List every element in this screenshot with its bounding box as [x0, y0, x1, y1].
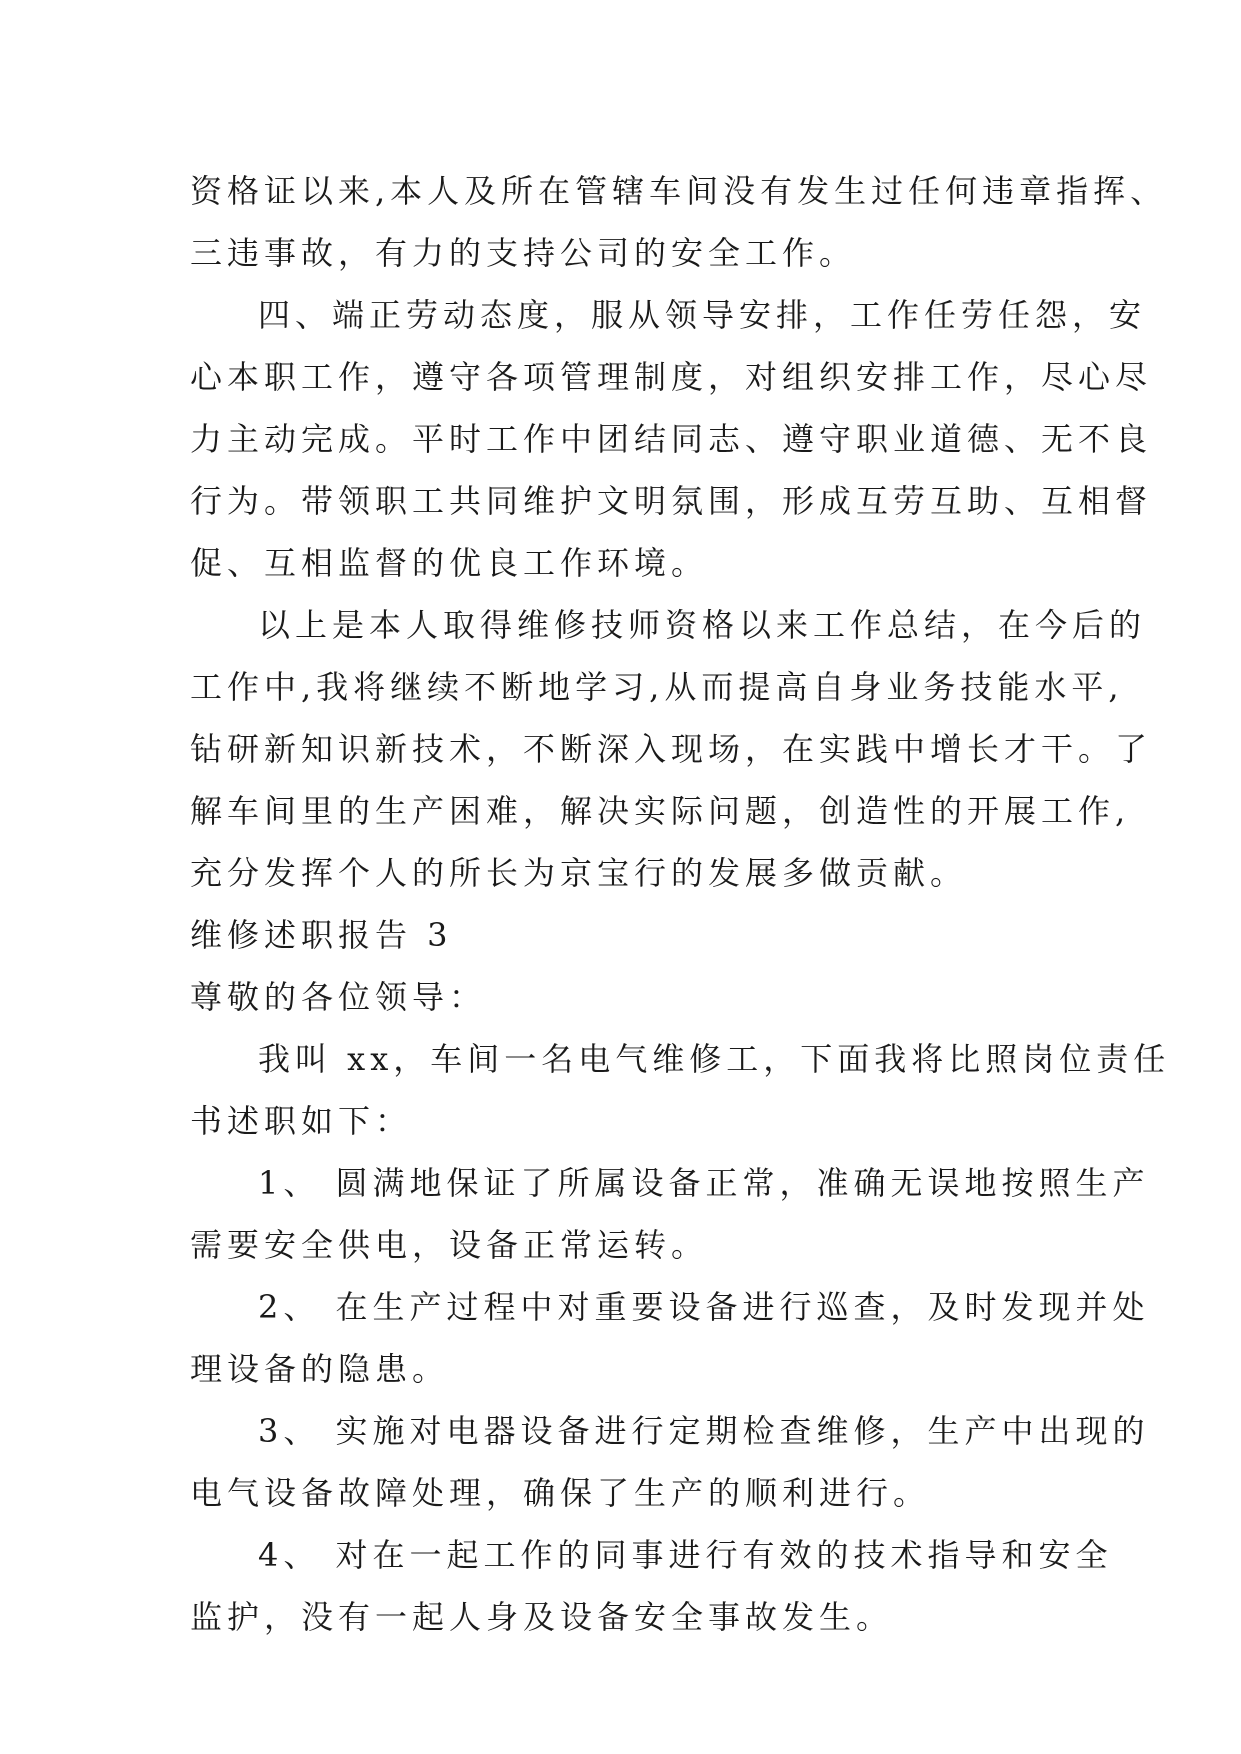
- list-item-3: 3、 实施对电器设备进行定期检查维修，生产中出现的: [258, 1412, 1150, 1450]
- text-line: 工作中,我将继续不断地学习,从而提高自身业务技能水平,: [190, 668, 1124, 706]
- text-line: 三违事故，有力的支持公司的安全工作。: [190, 234, 857, 272]
- text-line: 心本职工作，遵守各项管理制度，对组织安排工作，尽心尽: [190, 358, 1153, 396]
- text-line: 行为。带领职工共同维护文明氛围，形成互劳互助、互相督: [190, 482, 1153, 520]
- text-line: 充分发挥个人的所长为京宝行的发展多做贡献。: [190, 854, 968, 892]
- text-line: 需要安全供电，设备正常运转。: [190, 1226, 709, 1264]
- salutation: 尊敬的各位领导：: [190, 978, 487, 1016]
- document-body: [190, 160, 1171, 1648]
- text-line: 钻研新知识新技术，不断深入现场，在实践中增长才干。了: [190, 730, 1153, 768]
- list-item-2: 2、 在生产过程中对重要设备进行巡查，及时发现并处: [258, 1288, 1150, 1326]
- text-line: 解车间里的生产困难，解决实际问题，创造性的开展工作,: [190, 792, 1131, 830]
- list-item-1: 1、 圆满地保证了所属设备正常，准确无误地按照生产: [258, 1164, 1150, 1202]
- text-line: 促、互相监督的优良工作环境。: [190, 544, 709, 582]
- list-item-4: 4、 对在一起工作的同事进行有效的技术指导和安全: [258, 1536, 1113, 1574]
- paragraph-start-line: 以上是本人取得维修技师资格以来工作总结，在今后的: [258, 606, 1147, 644]
- text-line: 书述职如下：: [190, 1102, 413, 1140]
- paragraph-start-line: 四、端正劳动态度，服从领导安排，工作任劳任怨，安: [258, 296, 1147, 334]
- text-line: 力主动完成。平时工作中团结同志、遵守职业道德、无不良: [190, 420, 1153, 458]
- text-line: 资格证以来,本人及所在管辖车间没有发生过任何违章指挥、: [190, 172, 1168, 210]
- text-line: 理设备的隐患。: [190, 1350, 450, 1388]
- paragraph-start-line: 我叫 xx，车间一名电气维修工，下面我将比照岗位责任: [258, 1040, 1171, 1078]
- section-heading: 维修述职报告 3: [190, 916, 453, 954]
- text-line: 电气设备故障处理，确保了生产的顺利进行。: [190, 1474, 931, 1512]
- text-line: 监护，没有一起人身及设备安全事故发生。: [190, 1598, 894, 1636]
